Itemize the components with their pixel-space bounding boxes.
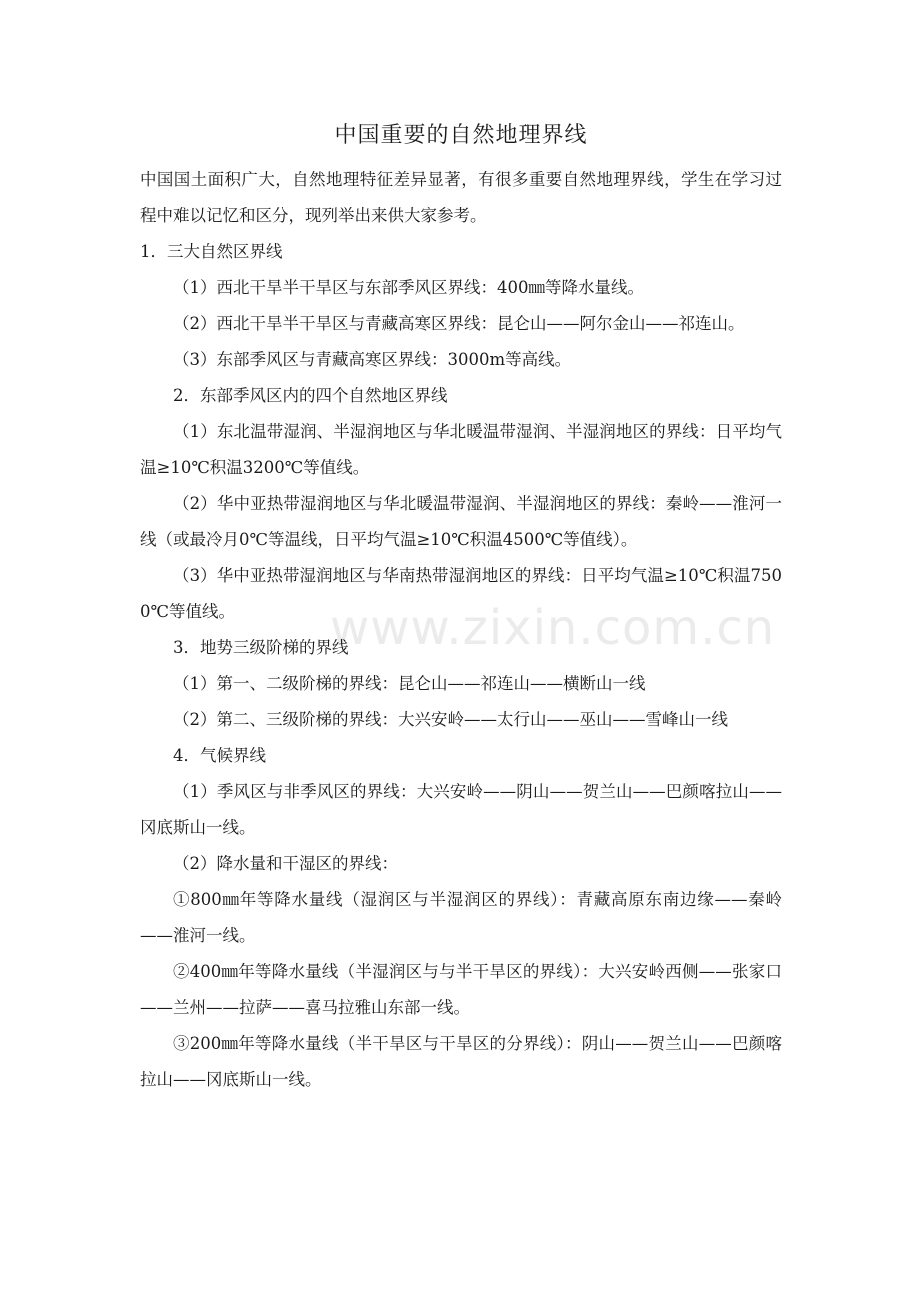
section-heading-1: 1．三大自然区界线: [140, 242, 283, 261]
intro-paragraph: 中国国土面积广大，自然地理特征差异显著，有很多重要自然地理界线，学生在学习过程中难以记忆和区分，现列举出来供大家参考。: [140, 170, 782, 225]
section-2-item-3: （3）华中亚热带湿润地区与华南热带湿润地区的界线：日平均气温≥10℃积温7500℃等值线。: [140, 566, 782, 621]
section-4-item-2: （2）降水量和干湿区的界线：: [173, 854, 398, 873]
section-4-item-3: ①800㎜年等降水量线（湿润区与半湿润区的界线）：青藏高原东南边缘——秦岭——淮河一线。: [140, 890, 782, 945]
section-1-item-1: （1）西北干旱半干旱区与东部季风区界线：400㎜等降水量线。: [173, 278, 644, 297]
section-1-item-2: （2）西北干旱半干旱区与青藏高寒区界线：昆仑山——阿尔金山——祁连山。: [173, 314, 745, 333]
section-3-item-1: （1）第一、二级阶梯的界线：昆仑山——祁连山——横断山一线: [173, 674, 646, 693]
section-2-item-1: （1）东北温带湿润、半湿润地区与华北暖温带湿润、半湿润地区的界线：日平均气温≥10℃积温3200℃等值线。: [140, 422, 782, 477]
section-4-item-4: ②400㎜年等降水量线（半湿润区与与半干旱区的界线）：大兴安岭西侧——张家口——兰州——拉萨——喜马拉雅山东部一线。: [140, 962, 782, 1017]
section-heading-3: 3．地势三级阶梯的界线: [173, 638, 349, 657]
section-2-item-2: （2）华中亚热带湿润地区与华北暖温带湿润、半湿润地区的界线：秦岭——淮河一线（或最冷月0℃等温线，日平均气温≥10℃积温4500℃等值线）。: [140, 494, 782, 549]
document-title: 中国重要的自然地理界线: [334, 123, 588, 148]
section-heading-2: 2．东部季风区内的四个自然地区界线: [173, 386, 448, 405]
section-3-item-2: （2）第二、三级阶梯的界线：大兴安岭——太行山——巫山——雪峰山一线: [173, 710, 728, 729]
watermark: www.zixin.com.cn: [330, 600, 776, 656]
section-4-item-5: ③200㎜年等降水量线（半干旱区与干旱区的分界线）：阴山——贺兰山——巴颜喀拉山——冈底斯山一线。: [140, 1034, 782, 1089]
section-4-item-1: （1）季风区与非季风区的界线：大兴安岭——阴山——贺兰山——巴颜喀拉山——冈底斯山一线。: [140, 782, 782, 837]
section-1-item-3: （3）东部季风区与青藏高寒区界线：3000m等高线。: [173, 350, 572, 369]
section-heading-4: 4．气候界线: [173, 746, 266, 765]
document-page: [140, 118, 782, 1098]
